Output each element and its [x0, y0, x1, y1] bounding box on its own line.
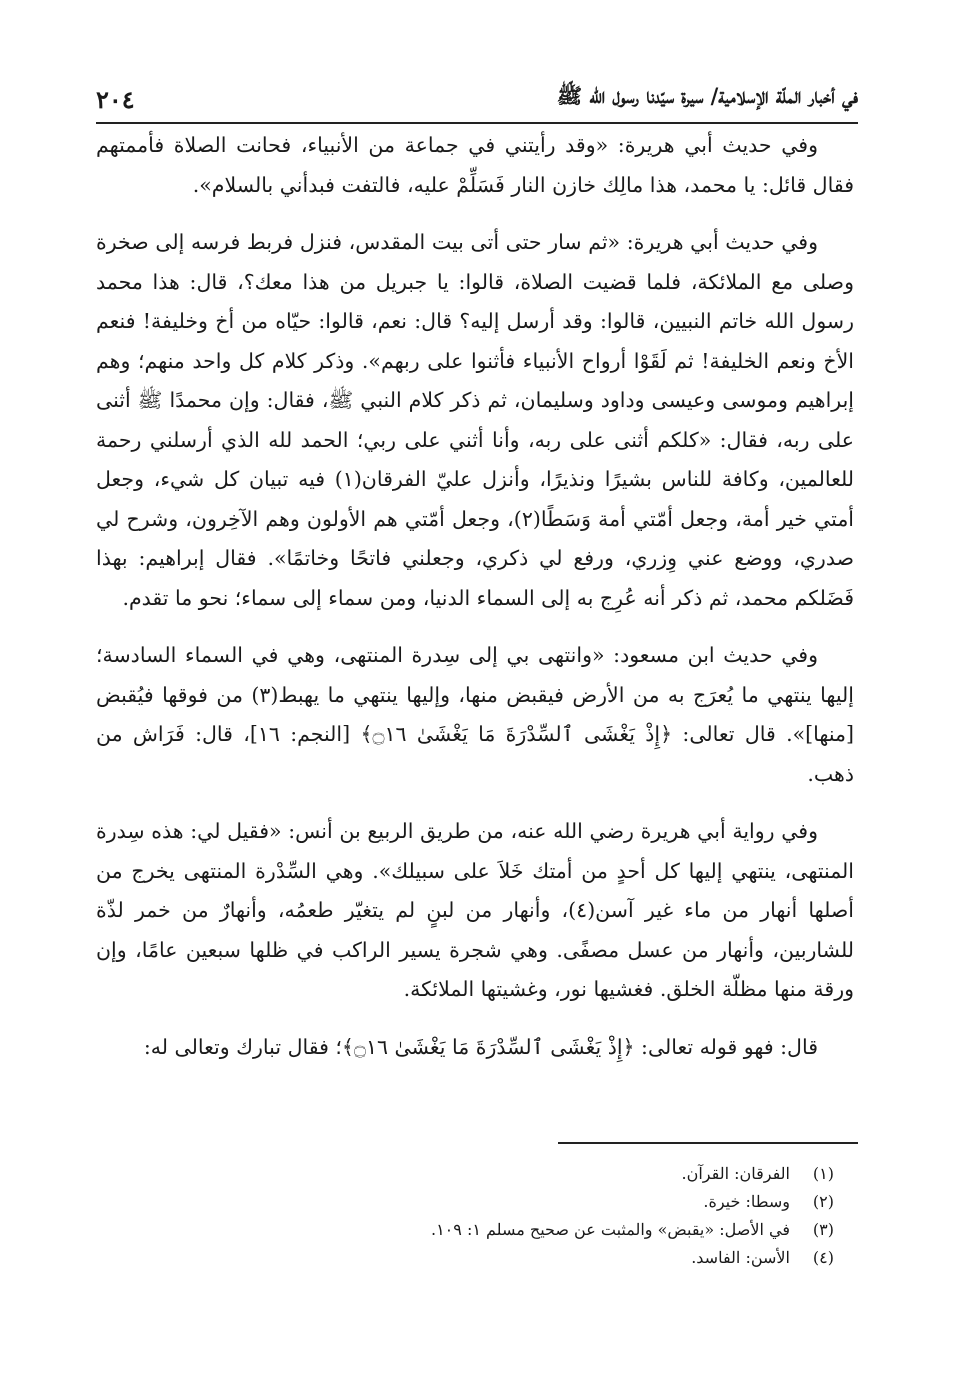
main-text [96, 126, 854, 1085]
running-header [96, 70, 858, 124]
footnote-text: وسطا: خيرة. [703, 1192, 790, 1211]
paragraph: وفي حديث أبي هريرة: «وقد رأيتني في جماعة من الأنبياء، فحانت الصلاة فأممتهم فقال قائل: يا محمد، هذا مالِك خازن النار فَسَلِّمْ عليه، فالتفت فبدأني بالسلام». [96, 133, 854, 197]
paragraph: وفي رواية أبي هريرة رضي الله عنه، من طريق الربيع بن أنس: «فقيل لي: هذه سِدرة المنتهى، ينتهي إليها كل أحدٍ من أمتك خَلاَ على سبيلك». وهي السِّدْرة المنتهى يخرج من أصلها أنهار من ماء غير آسن(٤)، وأنهار من لبنٍ لم يتغيّر طعمُه، وأنهارٌ من خمر لذّة للشاربين، وأنهار من عسل مصفًى. وهي شجرة يسير الراكب في ظلها سبعين عامًا، وإن ورقة منها مظلّة الخلق. فغشيها نور، وغشيتها الملائكة. [96, 819, 854, 1001]
footnote-number: (١) [812, 1164, 834, 1183]
footnote [96, 1216, 834, 1244]
footnote-number: (٣) [812, 1220, 834, 1239]
footnote-divider [558, 1142, 858, 1144]
footnote-text: في الأصل: «يقبض» والمثبت عن صحيح مسلم ١: ١٠٩. [430, 1220, 790, 1239]
running-title: في أخبار الملّة الإسلامية/ سيرة سيّدنا رسول الله ﷺ [556, 83, 858, 108]
footnote [96, 1244, 834, 1272]
page-number: ٢٠٤ [96, 85, 135, 114]
footnote-number: (٢) [812, 1192, 834, 1211]
footnote-text: الأسن: الفاسد. [691, 1248, 790, 1267]
paragraph: قال: فهو قوله تعالى: ﴿إِذْ يَغْشَى ٱلسِّدْرَةَ مَا يَغْشَىٰ ۝١٦﴾؛ فقال تبارك وتعالى له: [143, 1034, 818, 1059]
footnote-text: الفرقان: القرآن. [681, 1164, 790, 1183]
footnote [96, 1188, 834, 1216]
footnote-number: (٤) [812, 1248, 834, 1267]
footnotes [96, 1160, 834, 1272]
paragraph: وفي حديث ابن مسعود: «وانتهى بي إلى سِدرة المنتهى، وهي في السماء السادسة؛ إليها ينتهي ما يُعرَج به من الأرض فيقبض منها، وإليها ينتهي ما يهبط(٣) من فوقها فيُقبض [منها]». قال تعالى: ﴿إِذْ يَغْشَى ٱلسِّدْرَةَ مَا يَغْشَىٰ ۝١٦﴾ [النجم: ١٦]، قال: فَرَاش من ذهب. [96, 643, 854, 786]
footnote [96, 1160, 834, 1188]
paragraph: وفي حديث أبي هريرة: «ثم سار حتى أتى بيت المقدس، فنزل فربط فرسه إلى صخرة وصلى مع الملائكة، فلما قضيت الصلاة، قالوا: يا جبريل من هذا معك؟، قال: هذا محمد رسول الله خاتم النبيين، قالوا: وقد أرسل إليه؟ قال: نعم، قالوا: حيّاه من أخ وخليفة! فنعم الأخ ونعم الخليفة! ثم لَقَوْا أرواح الأنبياء فأثنوا على ربهم». وذكر كلام كل واحد منهم؛ وهم إبراهيم وموسى وعيسى وداود وسليمان، ثم ذكر كلام النبي ﷺ، فقال: وإن محمدًا ﷺ أثنى على ربه، فقال: «كلكم أثنى على ربه، وأنا أثني على ربي؛ الحمد لله الذي أرسلني رحمة للعالمين، وكافة للناس بشيرًا ونذيرًا، وأنزل عليّ الفرقان(١) فيه تبيان كل شيء، وجعل أمتي خير أمة، وجعل أمّتي أمة وَسَطًا(٢)، وجعل أمّتي هم الأولون وهم الآخِرون، وشرح لي صدري، ووضع عني وِزري، ورفع لي ذكري، وجعلني فاتحًا وخاتمًا». فقال إبراهيم: بهذا فَضَلكم محمد، ثم ذكر أنه عُرِج به إلى السماء الدنيا، ومن سماء إلى سماء؛ نحو ما تقدم. [96, 230, 854, 610]
